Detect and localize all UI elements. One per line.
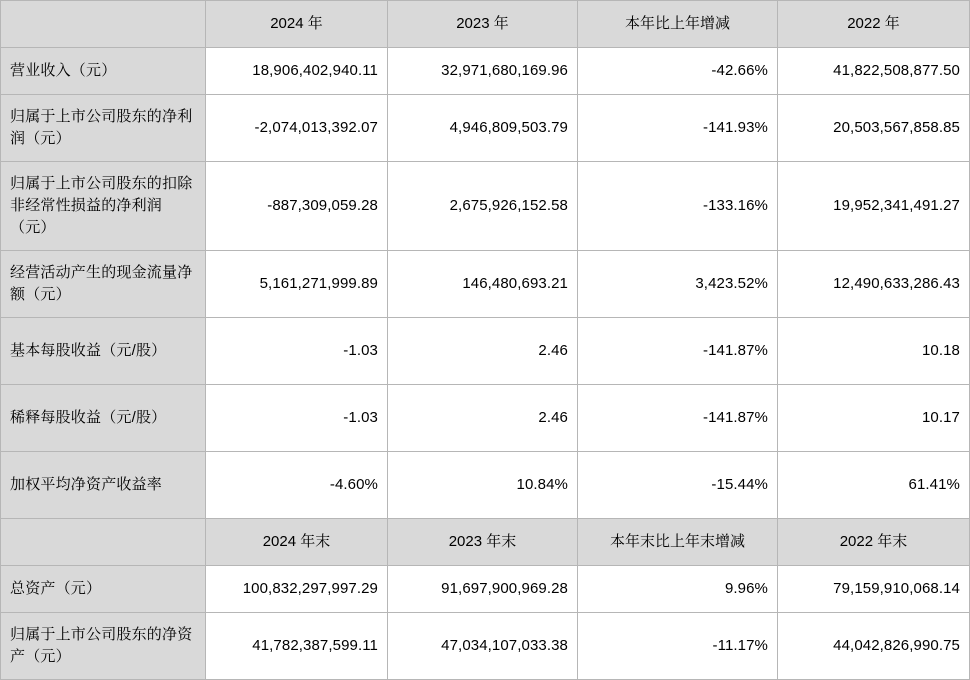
table-row [1,566,970,613]
row-value-2022: 20,503,567,858.85 [778,95,970,162]
row-value-change: 9.96% [578,566,778,613]
row-label: 基本每股收益（元/股） [1,318,206,385]
table-row [1,48,970,95]
row-value-2022: 10.17 [778,385,970,452]
row-label: 归属于上市公司股东的净利润（元） [1,95,206,162]
row-value-change: -133.16% [578,162,778,251]
row-value-2024: 5,161,271,999.89 [206,251,388,318]
row-value-2024: 41,782,387,599.11 [206,613,388,680]
row-value-2023: 47,034,107,033.38 [388,613,578,680]
row-label: 经营活动产生的现金流量净额（元） [1,251,206,318]
row-value-2022: 61.41% [778,452,970,519]
header-col-2024: 2024 年 [206,1,388,48]
row-value-2024: 100,832,297,997.29 [206,566,388,613]
header-blank-cell [1,1,206,48]
row-value-2024: -4.60% [206,452,388,519]
row-value-change: -141.87% [578,318,778,385]
row-value-2022: 19,952,341,491.27 [778,162,970,251]
table-row [1,318,970,385]
header-col-2023-end: 2023 年末 [388,519,578,566]
header-col-change-end: 本年末比上年末增减 [578,519,778,566]
row-value-change: -141.93% [578,95,778,162]
table-header-row-annual [1,1,970,48]
row-label: 稀释每股收益（元/股） [1,385,206,452]
row-label: 加权平均净资产收益率 [1,452,206,519]
row-value-2023: 4,946,809,503.79 [388,95,578,162]
header-blank-cell-2 [1,519,206,566]
row-value-2023: 2.46 [388,385,578,452]
row-value-2024: -887,309,059.28 [206,162,388,251]
row-label: 营业收入（元） [1,48,206,95]
row-value-2022: 12,490,633,286.43 [778,251,970,318]
row-value-change: 3,423.52% [578,251,778,318]
table-row [1,385,970,452]
header-col-2022: 2022 年 [778,1,970,48]
row-value-2024: -1.03 [206,318,388,385]
row-label: 归属于上市公司股东的净资产（元） [1,613,206,680]
table-row [1,251,970,318]
row-value-2023: 2,675,926,152.58 [388,162,578,251]
row-value-change: -11.17% [578,613,778,680]
row-value-2023: 146,480,693.21 [388,251,578,318]
row-value-2022: 10.18 [778,318,970,385]
table-row [1,613,970,680]
row-value-2024: -2,074,013,392.07 [206,95,388,162]
row-value-2023: 32,971,680,169.96 [388,48,578,95]
header-col-2024-end: 2024 年末 [206,519,388,566]
row-value-2022: 79,159,910,068.14 [778,566,970,613]
header-col-2023: 2023 年 [388,1,578,48]
row-value-change: -42.66% [578,48,778,95]
table-header-row-period-end [1,519,970,566]
table-row [1,452,970,519]
row-value-change: -15.44% [578,452,778,519]
row-value-2024: 18,906,402,940.11 [206,48,388,95]
table-row [1,95,970,162]
row-value-2022: 44,042,826,990.75 [778,613,970,680]
row-value-2022: 41,822,508,877.50 [778,48,970,95]
table-row [1,162,970,251]
row-value-2023: 91,697,900,969.28 [388,566,578,613]
row-label: 归属于上市公司股东的扣除非经常性损益的净利润（元） [1,162,206,251]
row-value-2024: -1.03 [206,385,388,452]
row-value-2023: 10.84% [388,452,578,519]
row-value-2023: 2.46 [388,318,578,385]
row-value-change: -141.87% [578,385,778,452]
row-label: 总资产（元） [1,566,206,613]
header-col-2022-end: 2022 年末 [778,519,970,566]
header-col-change: 本年比上年增减 [578,1,778,48]
